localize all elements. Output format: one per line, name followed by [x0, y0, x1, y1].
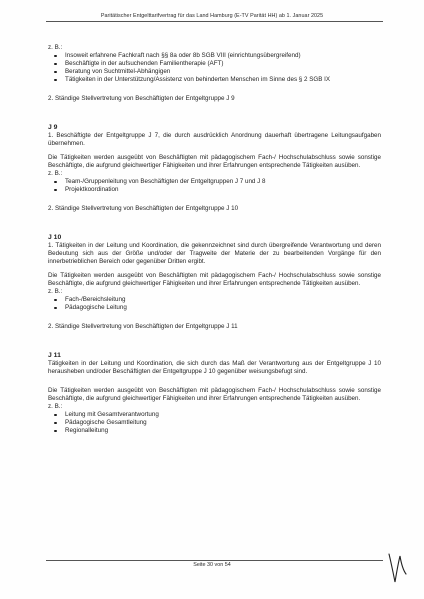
- j10-point-2: 2. Ständige Stellvertretung von Beschäftigten der Entgeltgruppe J 11: [48, 323, 238, 330]
- list-item: Leitung mit Gesamtverantwortung: [48, 411, 381, 419]
- page-number: Seite 30 von 54: [193, 562, 231, 568]
- section-heading-j9: J 9: [48, 124, 58, 131]
- page-header: Paritätischer Entgelttarifvertrag für das Land Hamburg (E-TV Parität HH) ab 1. Januar 2025: [100, 13, 324, 19]
- list-item: Regionalleitung: [48, 427, 381, 435]
- list-item: Insoweit erfahrene Fachkraft nach §§ 8a oder 8b SGB VIII (einrichtungsübergreifend): [48, 52, 381, 60]
- section-heading-j10: J 10: [48, 234, 62, 241]
- list-item: Team-/Gruppenleitung von Beschäftigten der Entgeltgruppen J 7 und J 8: [48, 178, 381, 186]
- list-item: Pädagogische Leitung: [48, 304, 381, 312]
- zb-label: z. B.:: [48, 288, 63, 295]
- list-item: Fach-/Bereichsleitung: [48, 296, 381, 304]
- j11-list: [48, 411, 381, 435]
- zb-label: z. B.:: [48, 403, 63, 410]
- list-item: Beratung von Suchtmittel-Abhängigen: [48, 68, 381, 76]
- j10-point-1: 1. Tätigkeiten in der Leitung und Koordination, die gekennzeichnet sind durch übergreifende Verantwortung und deren Bedeutung sich aus der Größe und/oder der Tragweite der Materie der zu bearbeitenden Vorgänge für den innerbetrieblichen Bereich oder gegenüber Dritten ergibt.: [48, 242, 381, 265]
- j9-list: [48, 178, 381, 194]
- list-item: Projektkoordination: [48, 186, 381, 194]
- section-heading-j11: J 11: [48, 352, 61, 359]
- j10-paragraph: Die Tätigkeiten werden ausgeübt von Beschäftigten mit pädagogischem Fach-/ Hochschulabschluss sowie sonstige Beschäftigte, die aufgrund gleichwertiger Fähigkeiten und ihrer Erfahrungen entsprechende Tätigkeiten ausüben.: [48, 272, 381, 287]
- zb-label: z. B.:: [48, 44, 63, 51]
- list-item: Pädagogische Gesamtleitung: [48, 419, 381, 427]
- zb-label: z. B.:: [48, 170, 63, 177]
- list-item: Beschäftigte in der aufsuchenden Familientherapie (AFT): [48, 60, 381, 68]
- j11-paragraph: Die Tätigkeiten werden ausgeübt von Beschäftigten mit pädagogischem Fach-/ Hochschulabschluss sowie sonstige Beschäftigte, die aufgrund gleichwertiger Fähigkeiten und ihrer Erfahrungen entsprechende Tätigkeiten ausüben.: [48, 387, 381, 402]
- j11-point-1: Tätigkeiten in der Leitung und Koordination, die sich durch das Maß der Verantwortung aus der Entgeltgruppe J 10 herausheben und/oder Beschäftigten der Entgeltgruppe J 10 gegenüber weisungsbefugt sind.: [48, 360, 381, 375]
- j10-list: [48, 296, 381, 312]
- j9-point-1: 1. Beschäftigte der Entgeltgruppe J 7, die durch ausdrücklich Anordnung dauerhaft übertragene Leitungsaufgaben übernehmen.: [48, 132, 381, 147]
- j9-point-2: 2. Ständige Stellvertretung von Beschäftigten der Entgeltgruppe J 10: [48, 205, 239, 212]
- handwritten-initials: [386, 548, 408, 588]
- footer-divider: [46, 560, 383, 561]
- intro-point-2: 2. Ständige Stellvertretung von Beschäftigten der Entgeltgruppe J 9: [48, 95, 235, 102]
- intro-list: [48, 52, 381, 84]
- j9-paragraph: Die Tätigkeiten werden ausgeübt von Beschäftigten mit pädagogischem Fach-/ Hochschulabschluss sowie sonstige Beschäftigte, die aufgrund gleichwertiger Fähigkeiten und ihrer Erfahrungen entsprechende Tätigkeiten ausüben.: [48, 154, 381, 169]
- list-item: Tätigkeiten in der Unterstützung/Assistenz von behinderten Menschen im Sinne des § 2 SGB IX: [48, 76, 381, 84]
- page-content: [48, 44, 381, 435]
- header-divider: [46, 21, 383, 22]
